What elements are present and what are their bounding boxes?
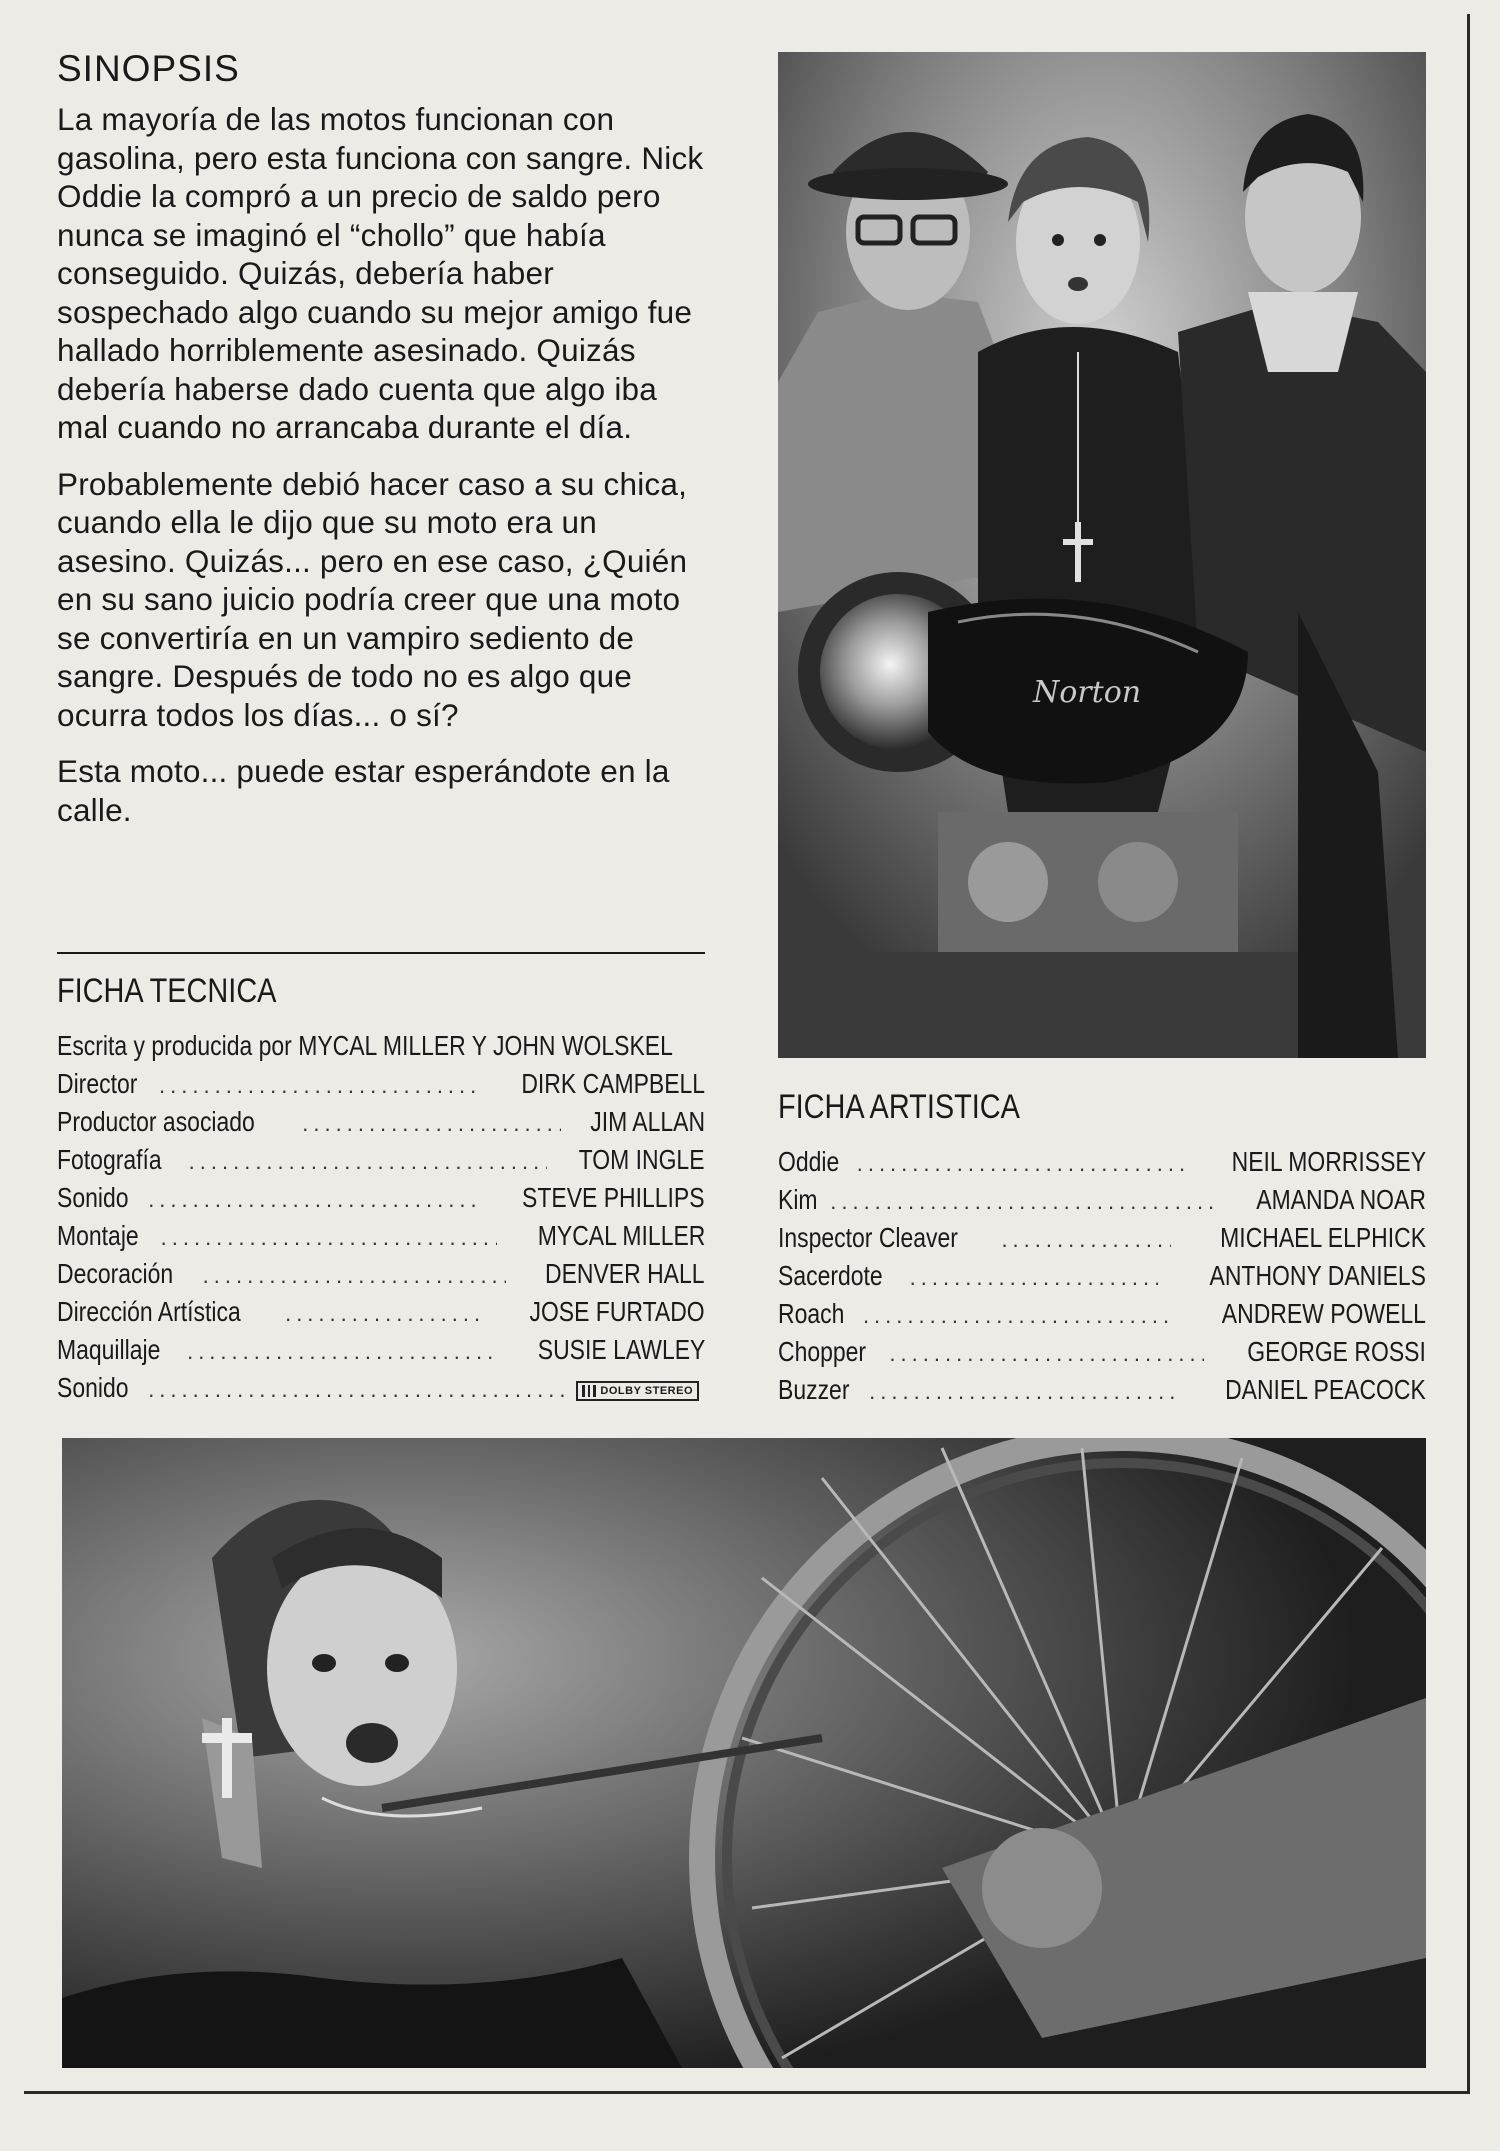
cast-row xyxy=(778,1295,1426,1333)
crew-role: Fotografía xyxy=(57,1144,162,1175)
ficha-artistica-title: FICHA ARTISTICA xyxy=(778,1088,1020,1126)
cast-name: MICHAEL ELPHICK xyxy=(1220,1222,1426,1253)
dolby-label: DOLBY STEREO xyxy=(600,1385,693,1397)
leader-dots xyxy=(203,1257,507,1293)
leader-dots xyxy=(1001,1221,1171,1257)
dolby-icon xyxy=(582,1385,596,1397)
written-by-text: Escrita y producida por MYCAL MILLER Y JOHN WOLSKEL xyxy=(57,1030,673,1061)
cast-role: Inspector Cleaver xyxy=(778,1222,958,1253)
written-by-row xyxy=(57,1027,705,1065)
crew-name: TOM INGLE xyxy=(579,1144,705,1175)
crew-row xyxy=(57,1217,705,1255)
crew-row xyxy=(57,1179,705,1217)
leader-dots xyxy=(148,1181,478,1217)
cast-role: Chopper xyxy=(778,1336,867,1367)
crew-role: Productor asociado xyxy=(57,1106,255,1137)
crew-name: STEVE PHILLIPS xyxy=(522,1182,705,1213)
leader-dots xyxy=(857,1145,1185,1181)
leader-dots xyxy=(187,1333,497,1369)
wheel-photo-illustration xyxy=(62,1438,1426,2068)
sinopsis-paragraph-2: Probablemente debió hacer caso a su chica, cuando ella le dijo que su moto era un asesino. Quizás... pero en ese caso, ¿Quién en su sano juicio podría creer que una moto se convertiría en un vampiro sediento de sangre. Después de todo no es algo que ocurra todos los días... o sí? xyxy=(57,465,688,733)
cast-role: Roach xyxy=(778,1298,845,1329)
crew-name: MYCAL MILLER xyxy=(537,1220,705,1251)
ficha-artistica-section xyxy=(778,1088,1426,1409)
crew-row xyxy=(57,1293,705,1331)
cast-role: Sacerdote xyxy=(778,1260,883,1291)
crew-row xyxy=(57,1103,705,1141)
leader-dots xyxy=(159,1067,477,1103)
cast-name: ANTHONY DANIELS xyxy=(1209,1260,1426,1291)
wheel-photo xyxy=(62,1438,1426,2068)
crew-role: Director xyxy=(57,1068,138,1099)
leader-dots xyxy=(285,1295,487,1331)
cast-name: NEIL MORRISSEY xyxy=(1231,1146,1426,1177)
cast-photo xyxy=(778,52,1426,1058)
crew-role: Montaje xyxy=(57,1220,139,1251)
cast-row xyxy=(778,1181,1426,1219)
crew-row xyxy=(57,1369,705,1407)
cast-role: Buzzer xyxy=(778,1374,850,1405)
ficha-tecnica-list xyxy=(57,1065,705,1407)
leader-dots xyxy=(830,1183,1215,1219)
leader-dots xyxy=(910,1259,1158,1295)
leader-dots xyxy=(161,1219,497,1255)
sinopsis-title: SINOPSIS xyxy=(57,48,240,89)
leader-dots xyxy=(148,1371,572,1407)
cast-row xyxy=(778,1371,1426,1409)
cast-name: ANDREW POWELL xyxy=(1221,1298,1426,1329)
crew-name: DIRK CAMPBELL xyxy=(521,1068,705,1099)
sinopsis-paragraph-1: La mayoría de las motos funcionan con gasolina, pero esta funciona con sangre. Nick Oddie la compró a un precio de saldo pero nunca se imaginó el “chollo” que había conseguido. Quizás, debería haber sospechado algo cuando su mejor amigo fue hallado horriblemente asesinado. Quizás debería haberse dado cuenta que algo iba mal cuando no arrancaba durante el día. xyxy=(57,101,704,445)
crew-name: JOSE FURTADO xyxy=(529,1296,705,1327)
crew-role: Sonido xyxy=(57,1372,129,1403)
leader-dots xyxy=(863,1297,1173,1333)
crew-row xyxy=(57,1331,705,1369)
leader-dots xyxy=(302,1105,561,1141)
crew-role: Decoración xyxy=(57,1258,174,1289)
dolby-stereo-logo xyxy=(576,1381,699,1401)
ficha-tecnica-section xyxy=(57,972,705,1407)
crew-row xyxy=(57,1255,705,1293)
cast-role: Oddie xyxy=(778,1146,840,1177)
cast-photo-illustration xyxy=(778,52,1426,1058)
ficha-artistica-list xyxy=(778,1143,1426,1409)
ficha-tecnica-title: FICHA TECNICA xyxy=(57,972,277,1010)
cast-name: DANIEL PEACOCK xyxy=(1225,1374,1426,1405)
cast-row xyxy=(778,1143,1426,1181)
tank-logo-text: Norton xyxy=(1033,675,1142,710)
sinopsis-section xyxy=(57,48,707,847)
cast-name: AMANDA NOAR xyxy=(1256,1184,1426,1215)
crew-row xyxy=(57,1141,705,1179)
leader-dots xyxy=(189,1143,548,1179)
crew-name: JIM ALLAN xyxy=(590,1106,705,1137)
crew-name: DENVER HALL xyxy=(545,1258,705,1289)
cast-row xyxy=(778,1333,1426,1371)
crew-row xyxy=(57,1065,705,1103)
cast-role: Kim xyxy=(778,1184,818,1215)
section-divider xyxy=(57,952,705,954)
leader-dots xyxy=(889,1335,1204,1371)
crew-role: Maquillaje xyxy=(57,1334,161,1365)
sinopsis-paragraph-3: Esta moto... puede estar esperándote en la calle. xyxy=(57,753,670,828)
cast-row xyxy=(778,1219,1426,1257)
crew-role: Dirección Artística xyxy=(57,1296,241,1327)
leader-dots xyxy=(869,1373,1177,1409)
cast-name: GEORGE ROSSI xyxy=(1247,1336,1426,1367)
crew-role: Sonido xyxy=(57,1182,129,1213)
cast-row xyxy=(778,1257,1426,1295)
crew-name: SUSIE LAWLEY xyxy=(537,1334,705,1365)
